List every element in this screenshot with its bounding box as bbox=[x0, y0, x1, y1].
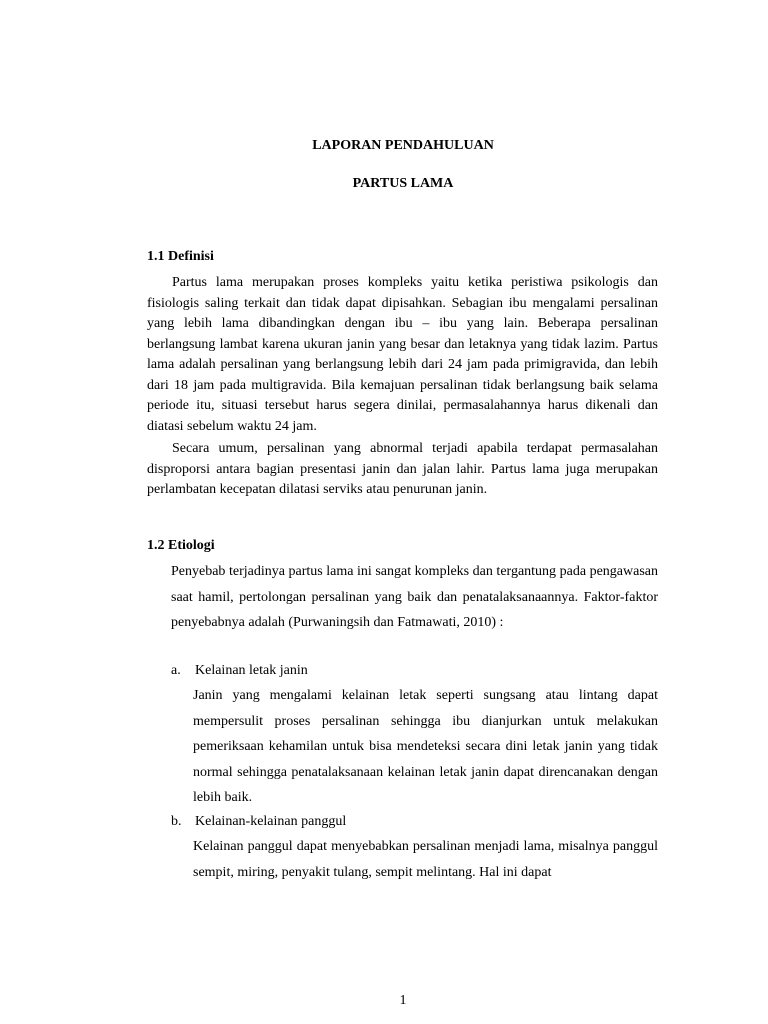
paragraph-definisi-1: Partus lama merupakan proses kompleks yaitu ketika peristiwa psikologis dan fisiologis saling terkait dan tidak dapat dipisahkan. Sebagian ibu mengalami persalinan yang lebih lama dibandingkan dengan ibu – ibu yang lain. Beberapa persalinan berlangsung lambat karena ukuran janin yang besar dan letaknya yang tidak lazim. Partus lama adalah persalinan yang berlangsung lebih dari 24 jam pada primigravida, dan lebih dari 18 jam pada multigravida. Bila kemajuan persalinan tidak berlangsung baik selama periode itu, situasi tersebut harus segera dinilai, permasalahannya harus dikenali dan diatasi sebelum waktu 24 jam. bbox=[147, 275, 658, 434]
list-item-marker-a: a. bbox=[171, 663, 181, 678]
document-subtitle: PARTUS LAMA bbox=[352, 176, 454, 191]
paragraph-etiologi-intro: Penyebab terjadinya partus lama ini sangat kompleks dan tergantung pada pengawasan saat hamil, pertolongan persalinan yang baik dan penatalaksanaannya. Faktor-faktor penyebabnya adalah (Purwaningsih dan Fatmawati, 2010) : bbox=[171, 564, 658, 630]
section-heading-etiologi: 1.2 Etiologi bbox=[147, 538, 215, 553]
list-item-body-b: Kelainan panggul dapat menyebabkan persalinan menjadi lama, misalnya panggul sempit, miring, penyakit tulang, sempit melintang. Hal ini dapat bbox=[193, 839, 658, 880]
page-number: 1 bbox=[399, 993, 407, 1008]
list-item-marker-b: b. bbox=[171, 814, 182, 829]
paragraph-definisi-2: Secara umum, persalinan yang abnormal terjadi apabila terdapat permasalahan disproporsi antara bagian presentasi janin dan jalan lahir. Partus lama juga merupakan perlambatan kecepatan dilatasi serviks atau penurunan janin. bbox=[147, 441, 658, 497]
list-item-label-a: Kelainan letak janin bbox=[195, 663, 308, 678]
section-heading-definisi: 1.1 Definisi bbox=[147, 249, 214, 264]
document-title: LAPORAN PENDAHULUAN bbox=[312, 138, 494, 153]
list-item-body-a: Janin yang mengalami kelainan letak seperti sungsang atau lintang dapat mempersulit proses persalinan sehingga ibu dianjurkan untuk melakukan pemeriksaan kehamilan untuk bisa mendeteksi secara dini letak janin yang tidak normal sehingga penatalaksanaan kelainan letak janin dapat direncanakan dengan lebih baik. bbox=[193, 688, 658, 805]
list-item-label-b: Kelainan-kelainan panggul bbox=[195, 814, 347, 829]
